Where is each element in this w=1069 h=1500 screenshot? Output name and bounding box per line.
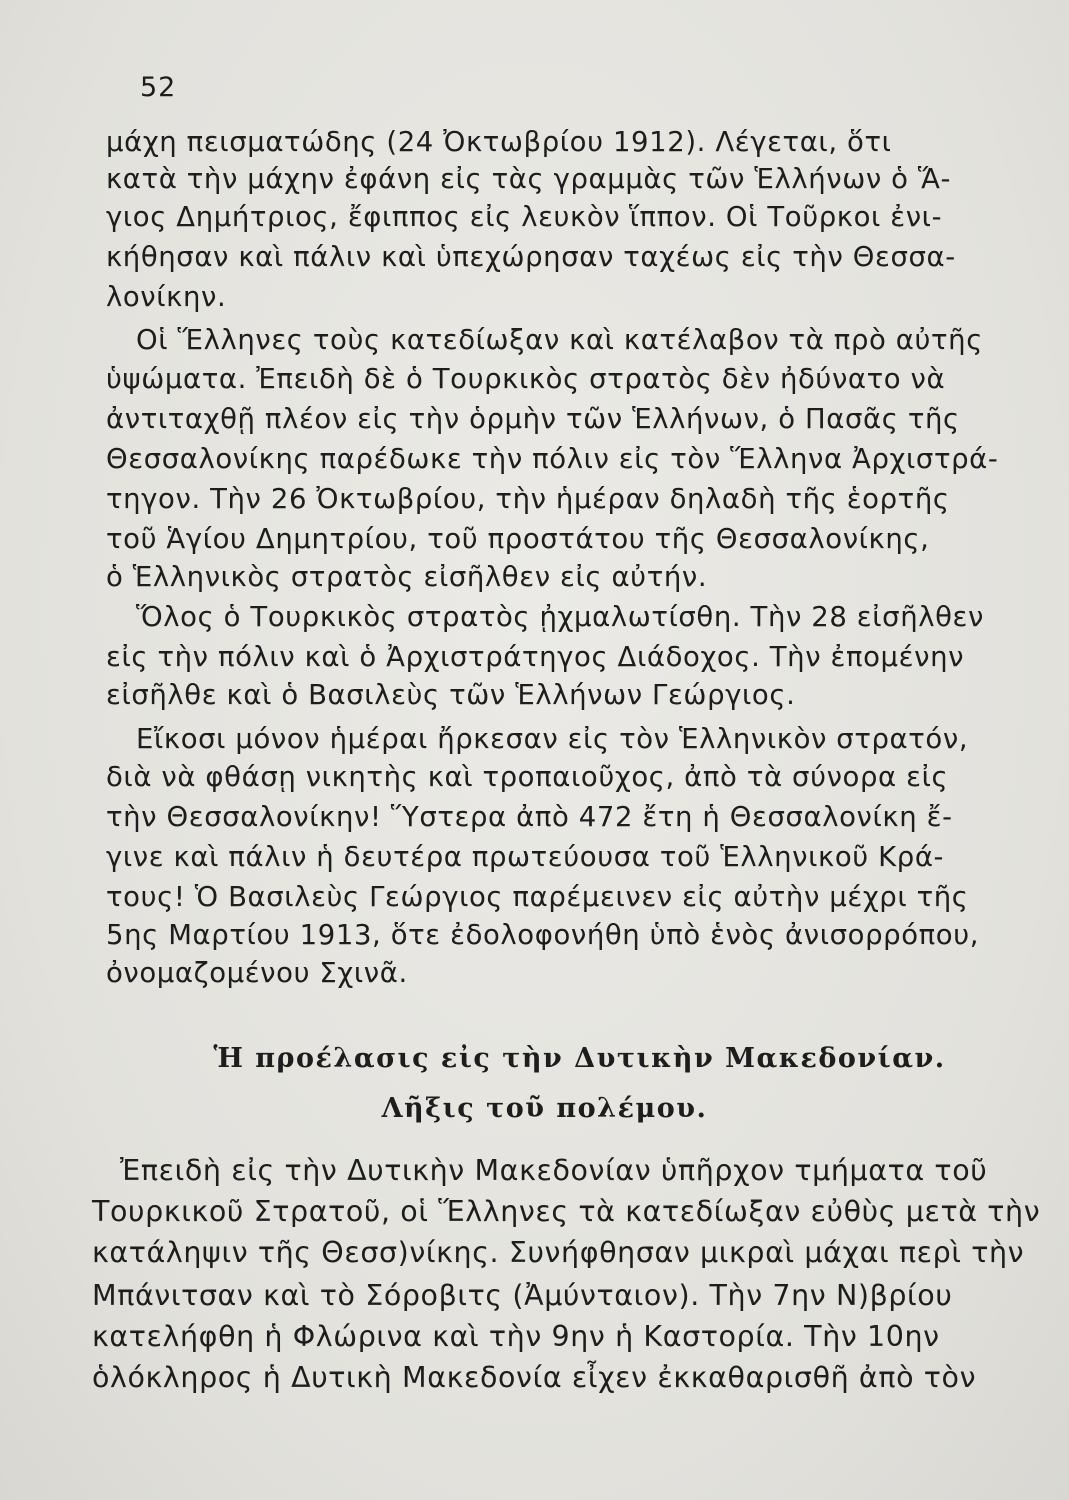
text-line: λονίκην. [106,281,227,313]
text-line: γιος Δημήτριος, ἔφιππος εἰς λευκὸν ἵππον. Οἱ Τοῦρκοι ἐνι- [106,201,943,233]
text-line: τηγον. Τὴν 26 Ὀκτωβρίου, τὴν ἡμέραν δηλαδὴ τῆς ἑορτῆς [106,483,950,515]
text-line: τοῦ Ἁγίου Δημητρίου, τοῦ προστάτου τῆς Θεσσαλονίκης, [106,523,930,555]
text-line: κήθησαν καὶ πάλιν καὶ ὑπεχώρησαν ταχέως εἰς τὴν Θεσσα- [106,241,956,273]
text-line: Οἱ Ἕλληνες τοὺς κατεδίωξαν καὶ κατέλαβον τὰ πρὸ αὐτῆς [136,324,983,356]
text-line: κατὰ τὴν μάχην ἐφάνη εἰς τὰς γραμμὰς τῶν Ἑλλήνων ὁ Ἅ- [106,163,952,195]
text-line: Μπάνιτσαν καὶ τὸ Σόροβιτς (Ἀμύνταιον). Τὴν 7ην Ν)βρίου [92,1279,953,1312]
section-heading: Λῆξις τοῦ πολέμου. [381,1093,708,1124]
text-line: γινε καὶ πάλιν ἡ δευτέρα πρωτεύουσα τοῦ Ἑλληνικοῦ Κρά- [106,841,945,873]
text-line: εἰς τὴν πόλιν καὶ ὁ Ἀρχιστράτηγος Διάδοχος. Τὴν ἐπομένην [106,641,965,673]
text-line: ὑψώματα. Ἐπειδὴ δὲ ὁ Τουρκικὸς στρατὸς δὲν ἠδύνατο νὰ [106,363,946,395]
text-line: ἀντιταχθῇ πλέον εἰς τὴν ὁρμὴν τῶν Ἑλλήνων, ὁ Πασᾶς τῆς [106,403,960,435]
text-line: τὴν Θεσσαλονίκην! Ὕστερα ἀπὸ 472 ἔτη ἡ Θεσσαλονίκη ἔ- [106,801,953,833]
text-line: κατάληψιν τῆς Θεσσ)νίκης. Συνήφθησαν μικραὶ μάχαι περὶ τὴν [92,1236,1025,1269]
text-line: τους! Ὁ Βασιλεὺς Γεώργιος παρέμεινεν εἰς αὐτὴν μέχρι τῆς [106,881,969,913]
text-line: Θεσσαλονίκης παρέδωκε τὴν πόλιν εἰς τὸν Ἕλληνα Ἀρχιστρά- [106,443,999,475]
text-line: ὀνομαζομένου Σχινᾶ. [106,957,408,989]
page-number: 52 [140,72,177,103]
text-line: 5ης Μαρτίου 1913, ὅτε ἐδολοφονήθη ὑπὸ ἑνὸς ἀνισορρόπου, [106,919,980,951]
text-line: Εἴκοσι μόνον ἡμέραι ἤρκεσαν εἰς τὸν Ἑλληνικὸν στρατόν, [136,723,969,755]
text-line: ὁλόκληρος ἡ Δυτικὴ Μακεδονία εἶχεν ἐκκαθαρισθῆ ἀπὸ τὸν [92,1361,977,1394]
text-line: μάχη πεισματώδης (24 Ὀκτωβρίου 1912). Λέγεται, ὅτι [106,126,892,158]
text-line: Τουρκικοῦ Στρατοῦ, οἱ Ἕλληνες τὰ κατεδίωξαν εὐθὺς μετὰ τὴν [92,1195,1041,1228]
text-line: κατελήφθη ἡ Φλώρινα καὶ τὴν 9ην ἡ Καστορία. Τὴν 10ην [92,1320,940,1353]
text-line: ὁ Ἑλληνικὸς στρατὸς εἰσῆλθεν εἰς αὐτήν. [106,561,708,593]
text-line: εἰσῆλθε καὶ ὁ Βασιλεὺς τῶν Ἑλλήνων Γεώργιος. [106,679,796,711]
text-line: Ὅλος ὁ Τουρκικὸς στρατὸς ᾐχμαλωτίσθη. Τὴν 28 εἰσῆλθεν [136,601,984,633]
text-line: Ἐπειδὴ εἰς τὴν Δυτικὴν Μακεδονίαν ὑπῆρχον τμήματα τοῦ [120,1154,988,1187]
section-heading: Ἡ προέλασις εἰς τὴν Δυτικὴν Μακεδονίαν. [213,1043,946,1074]
text-line: διὰ νὰ φθάσῃ νικητὴς καὶ τροπαιοῦχος, ἀπὸ τὰ σύνορα εἰς [106,761,949,793]
